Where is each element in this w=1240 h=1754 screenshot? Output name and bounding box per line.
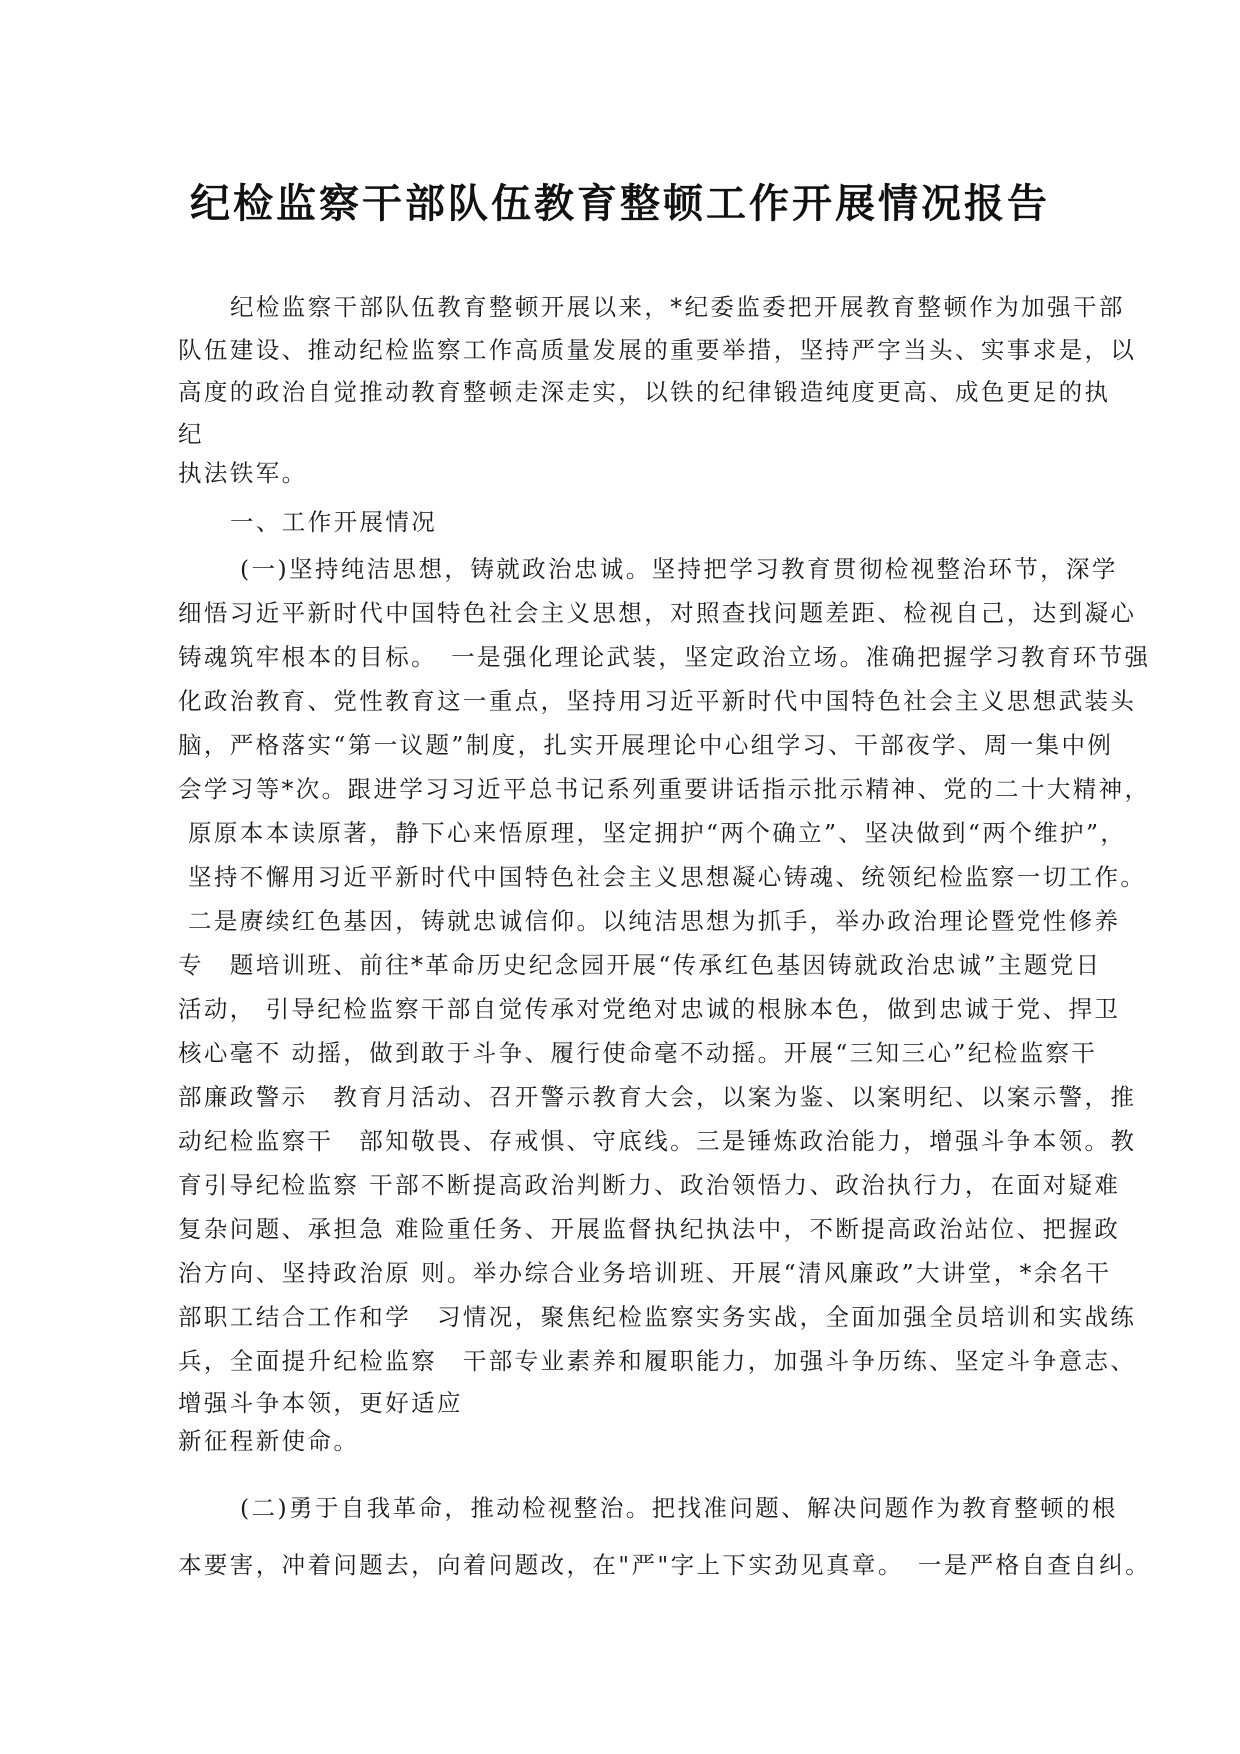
text-line: 治方向、坚持政治原 则。举办综合业务培训班、开展“清风廉政”大讲堂，*余名干 (178, 1259, 1112, 1287)
text-line: 专 题培训班、前往*革命历史纪念园开展“传承红色基因铸就政治忠诚”主题党日 (178, 951, 1102, 979)
text-line: 铸魂筑牢根本的目标。 一是强化理论武装，坚定政治立场。准确把握学习教育环节强 (178, 643, 1151, 671)
text-line: 复杂问题、承担急 难险重任务、开展监督执纪执法中，不断提高政治站位、把握政 (178, 1215, 1121, 1243)
text-line: (二)勇于自我革命，推动检视整治。把找准问题、解决问题作为教育整顿的根 (240, 1494, 1118, 1522)
text-line: 育引导纪检监察 干部不断提高政治判断力、政治领悟力、政治执行力，在面对疑难 (178, 1171, 1121, 1199)
text-line: 原原本本读原著，静下心来悟原理，坚定拥护“两个确立”、坚决做到“两个维护”， (188, 819, 1127, 847)
text-line: (一)坚持纯洁思想，铸就政治忠诚。坚持把学习教育贯彻检视整治环节，深学 (240, 555, 1118, 583)
text-line: 二是赓续红色基因，铸就忠诚信仰。以纯洁思想为抓手，举办政治理论暨党性修养 (188, 907, 1121, 935)
text-line: 纪检监察干部队伍教育整顿开展以来，*纪委监委把开展教育整顿作为加强干部 (230, 293, 1125, 321)
text-line: 化政治教育、党性教育这一重点，坚持用习近平新时代中国特色社会主义思想武装头 (178, 687, 1137, 715)
text-line: 纪 (178, 420, 204, 448)
text-line: 坚持不懈用习近平新时代中国特色社会主义思想凝心铸魂、统领纪检监察一切工作。 (188, 863, 1147, 891)
text-line: 动纪检监察干 部知敬畏、存戒惧、守底线。三是锤炼政治能力，增强斗争本领。教 (178, 1127, 1137, 1155)
text-line: 活动， 引导纪检监察干部自觉传承对党绝对忠诚的根脉本色，做到忠诚于党、捍卫 (178, 995, 1121, 1023)
text-line: 增强斗争本领，更好适应 (178, 1389, 463, 1417)
document-title: 纪检监察干部队伍教育整顿工作开展情况报告 (190, 180, 1050, 227)
text-line: 脑，严格落实“第一议题”制度，扎实开展理论中心组学习、干部夜学、周一集中例 (178, 731, 1114, 759)
text-line: 核心毫不 动摇，做到敢于斗争、履行使命毫不动摇。开展“三知三心”纪检监察干 (178, 1039, 1098, 1067)
text-line: 部职工结合工作和学 习情况，聚焦纪检监察实务实战，全面加强全员培训和实战练 (178, 1303, 1137, 1331)
text-line: 队伍建设、推动纪检监察工作高质量发展的重要举措，坚持严字当头、实事求是，以 (178, 336, 1137, 364)
text-line: 细悟习近平新时代中国特色社会主义思想，对照查找问题差距、检视自己，达到凝心 (178, 599, 1137, 627)
text-line: 会学习等*次。跟进学习习近平总书记系列重要讲话指示批示精神、党的二十大精神， (178, 775, 1151, 803)
text-line: 本要害，冲着问题去，向着问题改，在"严"字上下实劲见真章。 一是严格自查自纠。 (178, 1551, 1151, 1579)
text-line: 兵，全面提升纪检监察 干部专业素养和履职能力，加强斗争历练、坚定斗争意志、 (178, 1347, 1137, 1375)
text-line: 部廉政警示 教育月活动、召开警示教育大会，以案为鉴、以案明纪、以案示警，推 (178, 1083, 1137, 1111)
text-line: 新征程新使命。 (178, 1427, 360, 1455)
text-line: 执法铁军。 (178, 459, 308, 487)
text-line: 高度的政治自觉推动教育整顿走深走实，以铁的纪律锻造纯度更高、成色更足的执 (178, 378, 1111, 406)
section-heading: 一、工作开展情况 (230, 508, 438, 536)
